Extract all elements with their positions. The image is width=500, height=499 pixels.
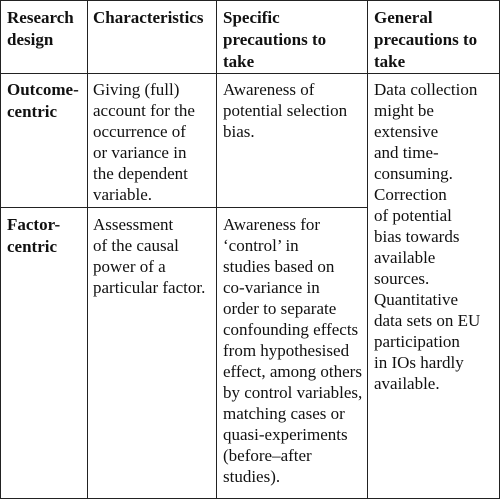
general-precautions-text: Data collection might be extensive and time- consuming. Correction of potential bias towards available sources. Quantitative data sets on EU participation in IOs hardly available. — [374, 80, 481, 393]
column-divider-3 — [367, 1, 368, 498]
header-divider — [1, 73, 499, 74]
header-research-design: Research design — [7, 8, 74, 49]
row-factor-centric-characteristics: Assessment of the causal power of a particular factor. — [93, 215, 206, 297]
row-outcome-centric-design: Outcome- centric — [7, 80, 79, 121]
row-outcome-centric-characteristics: Giving (full) account for the occurrence of or variance in the dependent variable. — [93, 80, 195, 204]
row-factor-centric-specific: Awareness for ‘control’ in studies based on co-variance in order to separate confounding effects from hypothesised effect, among others by control variables, matching cases or quasi-experiments (before–after studies). — [223, 215, 363, 486]
column-divider-1 — [87, 1, 88, 498]
row-divider — [1, 207, 367, 208]
row-factor-centric-design: Factor- centric — [7, 215, 61, 256]
header-general-precautions: General precautions to take — [374, 8, 478, 71]
row-outcome-centric-specific: Awareness of potential selection bias. — [223, 80, 348, 141]
header-specific-precautions: Specific precautions to take — [223, 8, 327, 71]
column-divider-2 — [216, 1, 217, 498]
header-characteristics: Characteristics — [93, 8, 204, 27]
